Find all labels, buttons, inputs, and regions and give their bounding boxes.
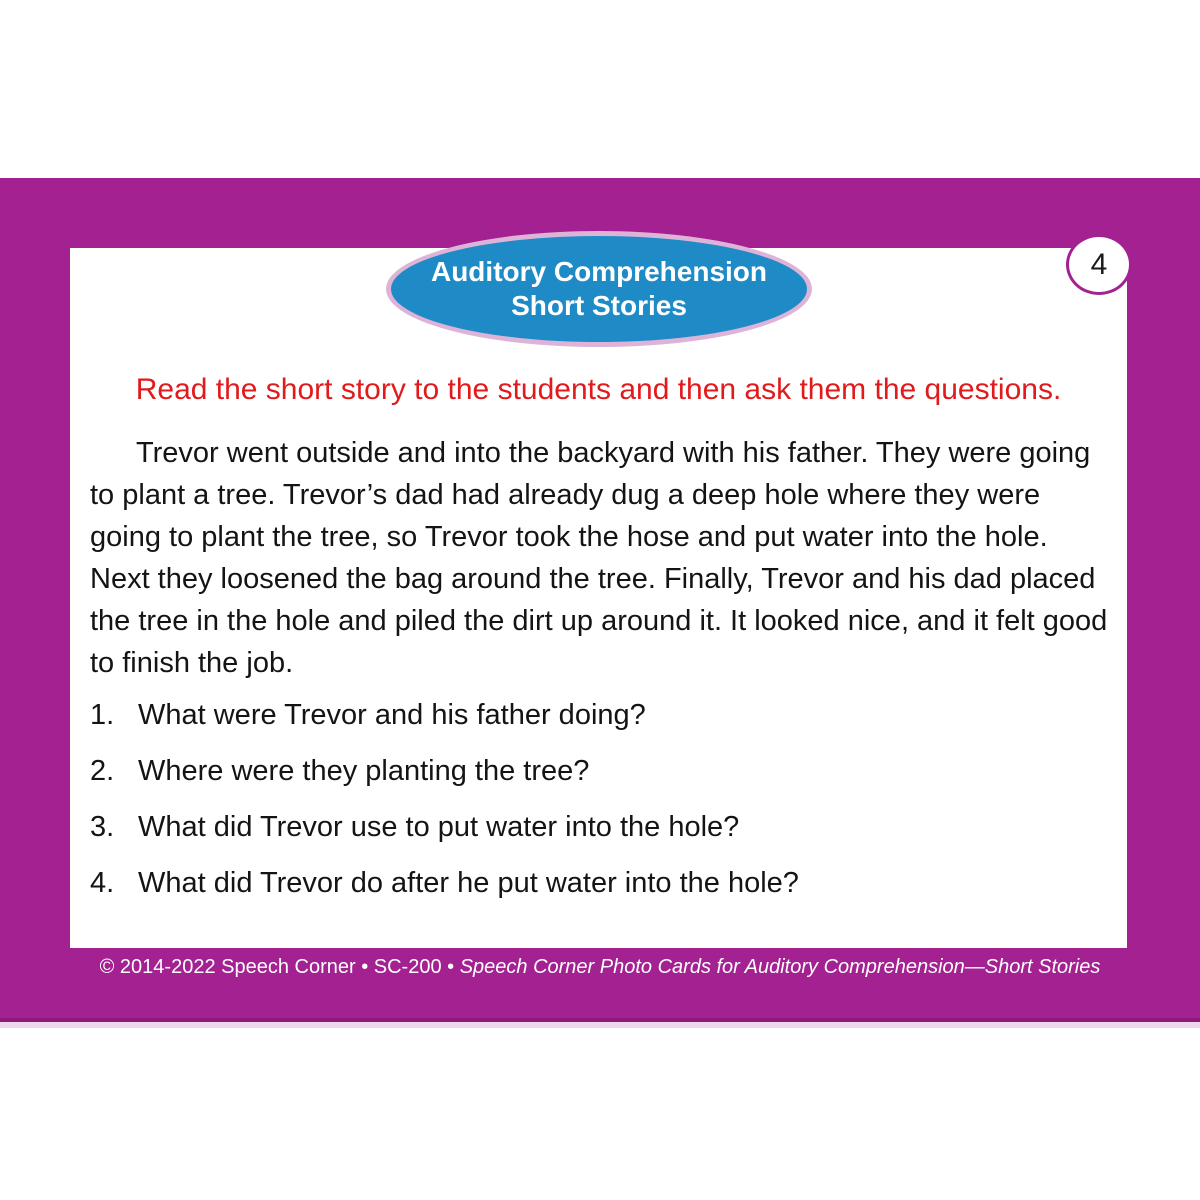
story-paragraph: Trevor went outside and into the backyard with his father. They were going to plant a tree. Trevor’s dad had already dug a deep hole where they were going to plant the tree, so Trevor took the hose and put water into the hole. Next they loosened the bag around the tree. Finally, Trevor and his dad placed the tree in the hole and piled the dirt up around it. It looked nice, and it felt good to finish the job.: [90, 437, 1108, 679]
title-oval: [386, 231, 812, 347]
instruction-text: Read the short story to the students and then ask them the questions.: [135, 373, 1062, 406]
card-number-badge: 4: [1066, 234, 1132, 295]
question-item-3: [90, 806, 1108, 848]
question-item-1: [90, 694, 1108, 736]
question-text: Where were they planting the tree?: [138, 755, 590, 787]
question-number: 4.: [90, 867, 115, 899]
question-number: 2.: [90, 755, 115, 787]
footer-credit-italic: Speech Corner Photo Cards for Auditory Comprehension—Short Stories: [459, 956, 1101, 978]
flashcard: [70, 248, 1127, 948]
question-number: 1.: [90, 699, 115, 731]
title-line1: Auditory Comprehension: [430, 256, 767, 287]
question-list: [90, 694, 1108, 918]
footer-credit: [0, 953, 1200, 981]
question-text: What did Trevor do after he put water into the hole?: [138, 867, 799, 899]
question-number: 3.: [90, 811, 115, 843]
question-item-2: [90, 750, 1108, 792]
title-line2: Short Stories: [511, 290, 687, 321]
footer-credit-regular: © 2014-2022 Speech Corner • SC-200 •: [99, 956, 460, 978]
question-item-4: [90, 862, 1108, 904]
question-text: What did Trevor use to put water into the hole?: [138, 811, 740, 843]
question-text: What were Trevor and his father doing?: [138, 699, 646, 731]
